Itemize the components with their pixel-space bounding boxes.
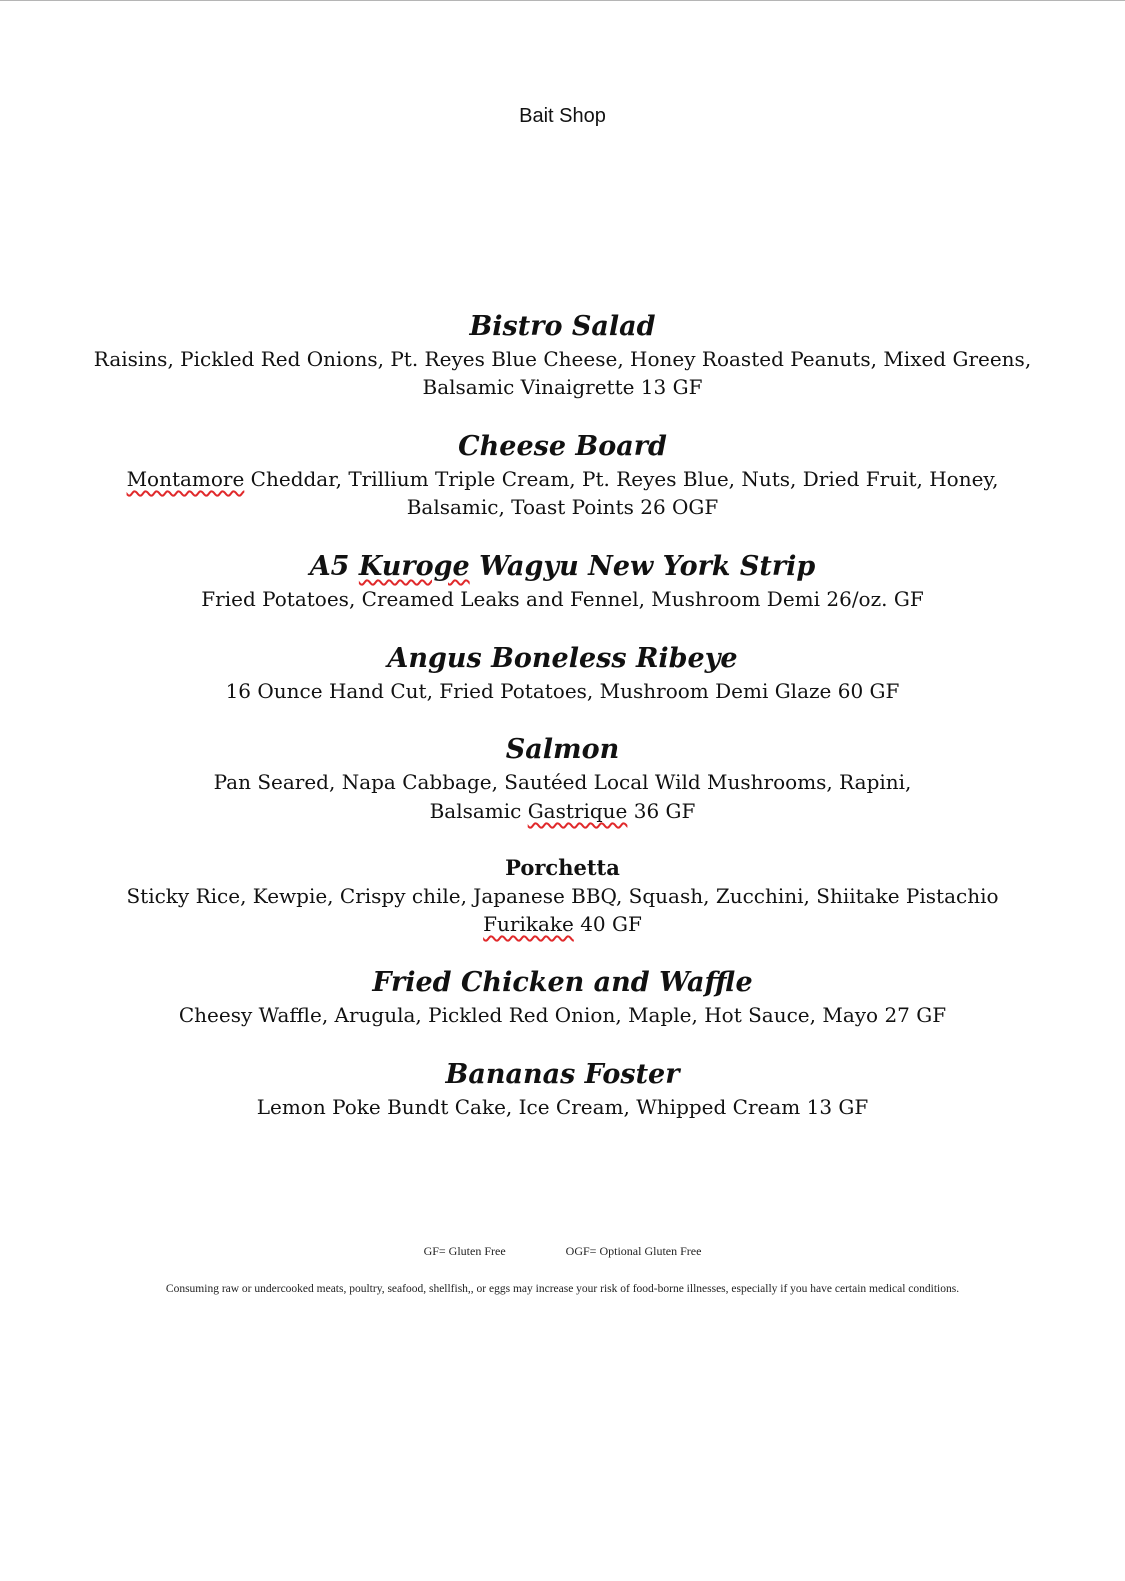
misspelled-word: Furikake [483,912,574,936]
dish-name-wagyu-strip [0,551,1125,583]
dish-name-fried-chicken-waffle: Fried Chicken and Waffle [372,967,753,998]
dish-name-salmon: Salmon [505,734,620,765]
legend-ogf: OGF= Optional Gluten Free [565,1244,702,1258]
misspelled-word: Kuroge [358,551,470,582]
dish-name-bananas-foster: Bananas Foster [445,1059,680,1090]
desc-text: Cheddar, Trillium Triple Cream, Pt. Reyes Blue, Nuts, Dried Fruit, Honey, [244,467,999,491]
desc-text: Balsamic [429,799,528,823]
dish-name-cheese-board: Cheese Board [458,431,667,462]
misspelled-word: Montamore [126,467,245,491]
dish-name-text: Wagyu New York Strip [469,551,816,582]
legend-gf: GF= Gluten Free [423,1244,506,1258]
dish-desc-salmon-line1: Pan Seared, Napa Cabbage, Sautéed Local Wild Mushrooms, Rapini, [213,770,912,794]
dish-desc-angus-ribeye: 16 Ounce Hand Cut, Fried Potatoes, Mushroom Demi Glaze 60 GF [225,679,900,703]
dish-desc-porchetta-line2 [0,910,1125,938]
desc-text: 40 GF [573,912,642,936]
dish-name-bistro-salad: Bistro Salad [469,311,656,342]
dish-desc-cheese-board-line2: Balsamic, Toast Points 26 OGF [406,495,719,519]
restaurant-name: Bait Shop [519,105,606,127]
dish-name-text: A5 [309,551,359,582]
dish-desc-bistro-salad-line1: Raisins, Pickled Red Onions, Pt. Reyes Blue Cheese, Honey Roasted Peanuts, Mixed Greens, [93,347,1032,371]
gluten-free-legend [0,1244,1125,1259]
dish-name-porchetta: Porchetta [505,855,620,880]
dish-desc-bananas-foster: Lemon Poke Bundt Cake, Ice Cream, Whipped Cream 13 GF [256,1095,869,1119]
dish-desc-fried-chicken-waffle: Cheesy Waffle, Arugula, Pickled Red Onion, Maple, Hot Sauce, Mayo 27 GF [178,1003,947,1027]
dish-desc-wagyu-strip: Fried Potatoes, Creamed Leaks and Fennel, Mushroom Demi 26/oz. GF [201,587,924,611]
food-safety-disclaimer: Consuming raw or undercooked meats, poultry, seafood, shellfish,, or eggs may increase your risk of food-borne illnesses, especially if you have certain medical conditions. [165,1283,960,1295]
dish-desc-porchetta-line1: Sticky Rice, Kewpie, Crispy chile, Japanese BBQ, Squash, Zucchini, Shiitake Pistachio [126,884,999,908]
desc-text: 36 GF [627,799,696,823]
dish-desc-bistro-salad-line2: Balsamic Vinaigrette 13 GF [422,375,703,399]
dish-desc-salmon-line2 [0,797,1125,825]
dish-desc-cheese-board-line1 [0,465,1125,493]
dish-name-angus-ribeye: Angus Boneless Ribeye [387,643,738,674]
top-border-rule [0,0,1125,1]
misspelled-word: Gastrique [527,799,628,823]
